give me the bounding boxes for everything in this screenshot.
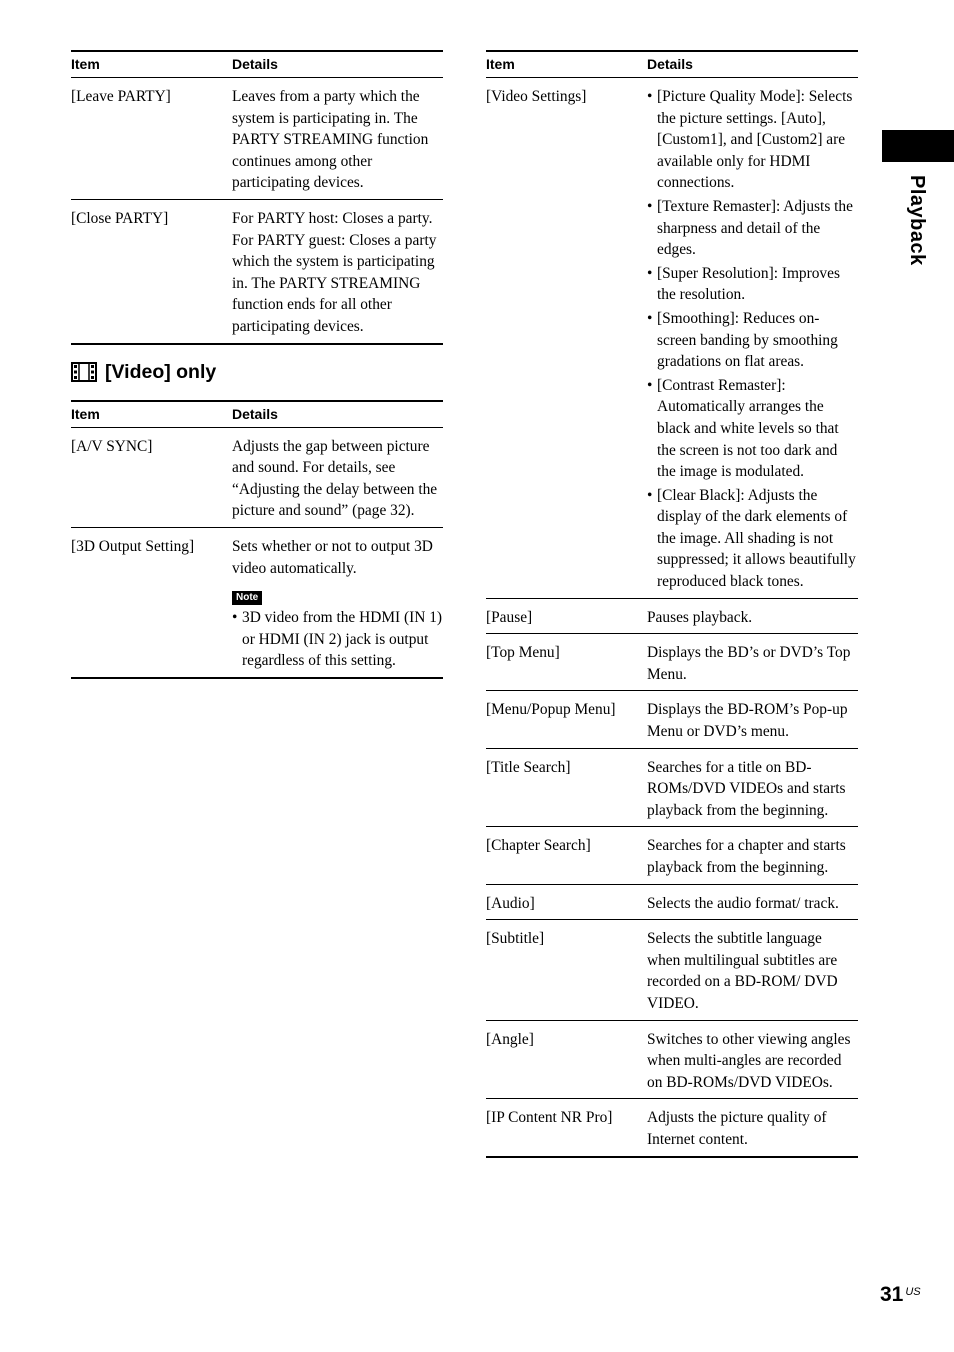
list-item: • [Picture Quality Mode]: Selects the picture settings. [Auto], [Custom1], and [Custom2] are available only for HDMI connections.	[647, 86, 858, 194]
left-column	[71, 50, 443, 679]
party-table	[71, 50, 443, 345]
item-cell: [3D Output Setting]	[71, 527, 232, 677]
video-section-heading	[71, 361, 443, 384]
table-row	[486, 884, 858, 920]
column-header-item: Item	[71, 401, 232, 428]
section-tab-label: Playback	[906, 175, 928, 266]
details-cell: Adjusts the picture quality of Internet content.	[647, 1099, 858, 1157]
item-cell: [Subtitle]	[486, 920, 647, 1020]
table-row	[486, 1020, 858, 1099]
table-row	[486, 634, 858, 691]
table-row	[486, 598, 858, 634]
table-row	[71, 527, 443, 677]
table-row	[486, 827, 858, 884]
table-row	[71, 427, 443, 527]
details-cell: Switches to other viewing angles when multi-angles are recorded on BD-ROMs/DVD VIDEOs.	[647, 1020, 858, 1099]
list-item: • [Super Resolution]: Improves the resolution.	[647, 263, 858, 306]
item-cell: [Angle]	[486, 1020, 647, 1099]
column-header-details: Details	[232, 401, 443, 428]
item-cell: [Title Search]	[486, 748, 647, 827]
table-row	[486, 78, 858, 599]
item-cell: [IP Content NR Pro]	[486, 1099, 647, 1157]
details-cell: Leaves from a party which the system is participating in. The PARTY STREAMING function continues among other participating devices.	[232, 78, 443, 200]
table-row	[486, 920, 858, 1020]
details-cell: Displays the BD-ROM’s Pop-up Menu or DVD’s menu.	[647, 691, 858, 748]
details-paragraph: For PARTY host: Closes a party.	[232, 209, 433, 227]
item-cell: [Video Settings]	[486, 78, 647, 599]
table-row	[71, 199, 443, 343]
column-header-item: Item	[71, 51, 232, 78]
video-settings-list	[647, 86, 858, 593]
details-paragraph: For PARTY guest: Closes a party which the system is participating in. The PARTY STREAMING function ends for all other participating devices.	[232, 231, 437, 335]
page-number-suffix: US	[905, 1285, 921, 1298]
playback-options-table	[486, 50, 858, 1158]
details-cell: Searches for a title on BD-ROMs/DVD VIDEOs and starts playback from the beginning.	[647, 748, 858, 827]
table-row	[71, 78, 443, 200]
details-cell	[647, 78, 858, 599]
details-cell	[232, 527, 443, 677]
column-header-details: Details	[232, 51, 443, 78]
item-cell: [Close PARTY]	[71, 199, 232, 343]
details-cell	[232, 199, 443, 343]
details-cell: Selects the audio format/ track.	[647, 884, 858, 920]
page-number-value: 31	[880, 1283, 904, 1306]
page-number	[880, 1283, 921, 1307]
item-cell: [Top Menu]	[486, 634, 647, 691]
column-header-details: Details	[647, 51, 858, 78]
item-cell: [Chapter Search]	[486, 827, 647, 884]
item-cell: [Leave PARTY]	[71, 78, 232, 200]
note-badge: Note	[232, 591, 262, 605]
details-paragraph: Sets whether or not to output 3D video automatically.	[232, 537, 433, 577]
column-header-item: Item	[486, 51, 647, 78]
list-item: • [Clear Black]: Adjusts the display of the dark elements of the image. All shading is not suppressed; it allows beautifully reproduced black tones.	[647, 485, 858, 593]
details-cell: Searches for a chapter and starts playback from the beginning.	[647, 827, 858, 884]
section-tab-marker	[882, 130, 954, 162]
right-column	[486, 50, 858, 1158]
table-row	[486, 691, 858, 748]
video-table	[71, 400, 443, 679]
list-item: • [Contrast Remaster]: Automatically arranges the black and white levels so that the screen is not too dark and the image is modulated.	[647, 375, 858, 483]
item-cell: [Menu/Popup Menu]	[486, 691, 647, 748]
details-cell: Selects the subtitle language when multilingual subtitles are recorded on a BD-ROM/ DVD VIDEO.	[647, 920, 858, 1020]
details-cell: Pauses playback.	[647, 598, 858, 634]
note-bullet: • 3D video from the HDMI (IN 1) or HDMI (IN 2) jack is output regardless of this setting.	[232, 607, 443, 672]
table-row	[486, 1099, 858, 1157]
film-icon	[71, 362, 97, 382]
note-list	[232, 607, 443, 672]
details-cell: Adjusts the gap between picture and sound. For details, see “Adjusting the delay between the picture and sound” (page 32).	[232, 427, 443, 527]
section-title: [Video] only	[105, 360, 217, 383]
details-cell: Displays the BD’s or DVD’s Top Menu.	[647, 634, 858, 691]
list-item: • [Smoothing]: Reduces on-screen banding by smoothing gradations on flat areas.	[647, 308, 858, 373]
item-cell: [A/V SYNC]	[71, 427, 232, 527]
list-item: • [Texture Remaster]: Adjusts the sharpness and detail of the edges.	[647, 196, 858, 261]
table-row	[486, 748, 858, 827]
item-cell: [Pause]	[486, 598, 647, 634]
item-cell: [Audio]	[486, 884, 647, 920]
